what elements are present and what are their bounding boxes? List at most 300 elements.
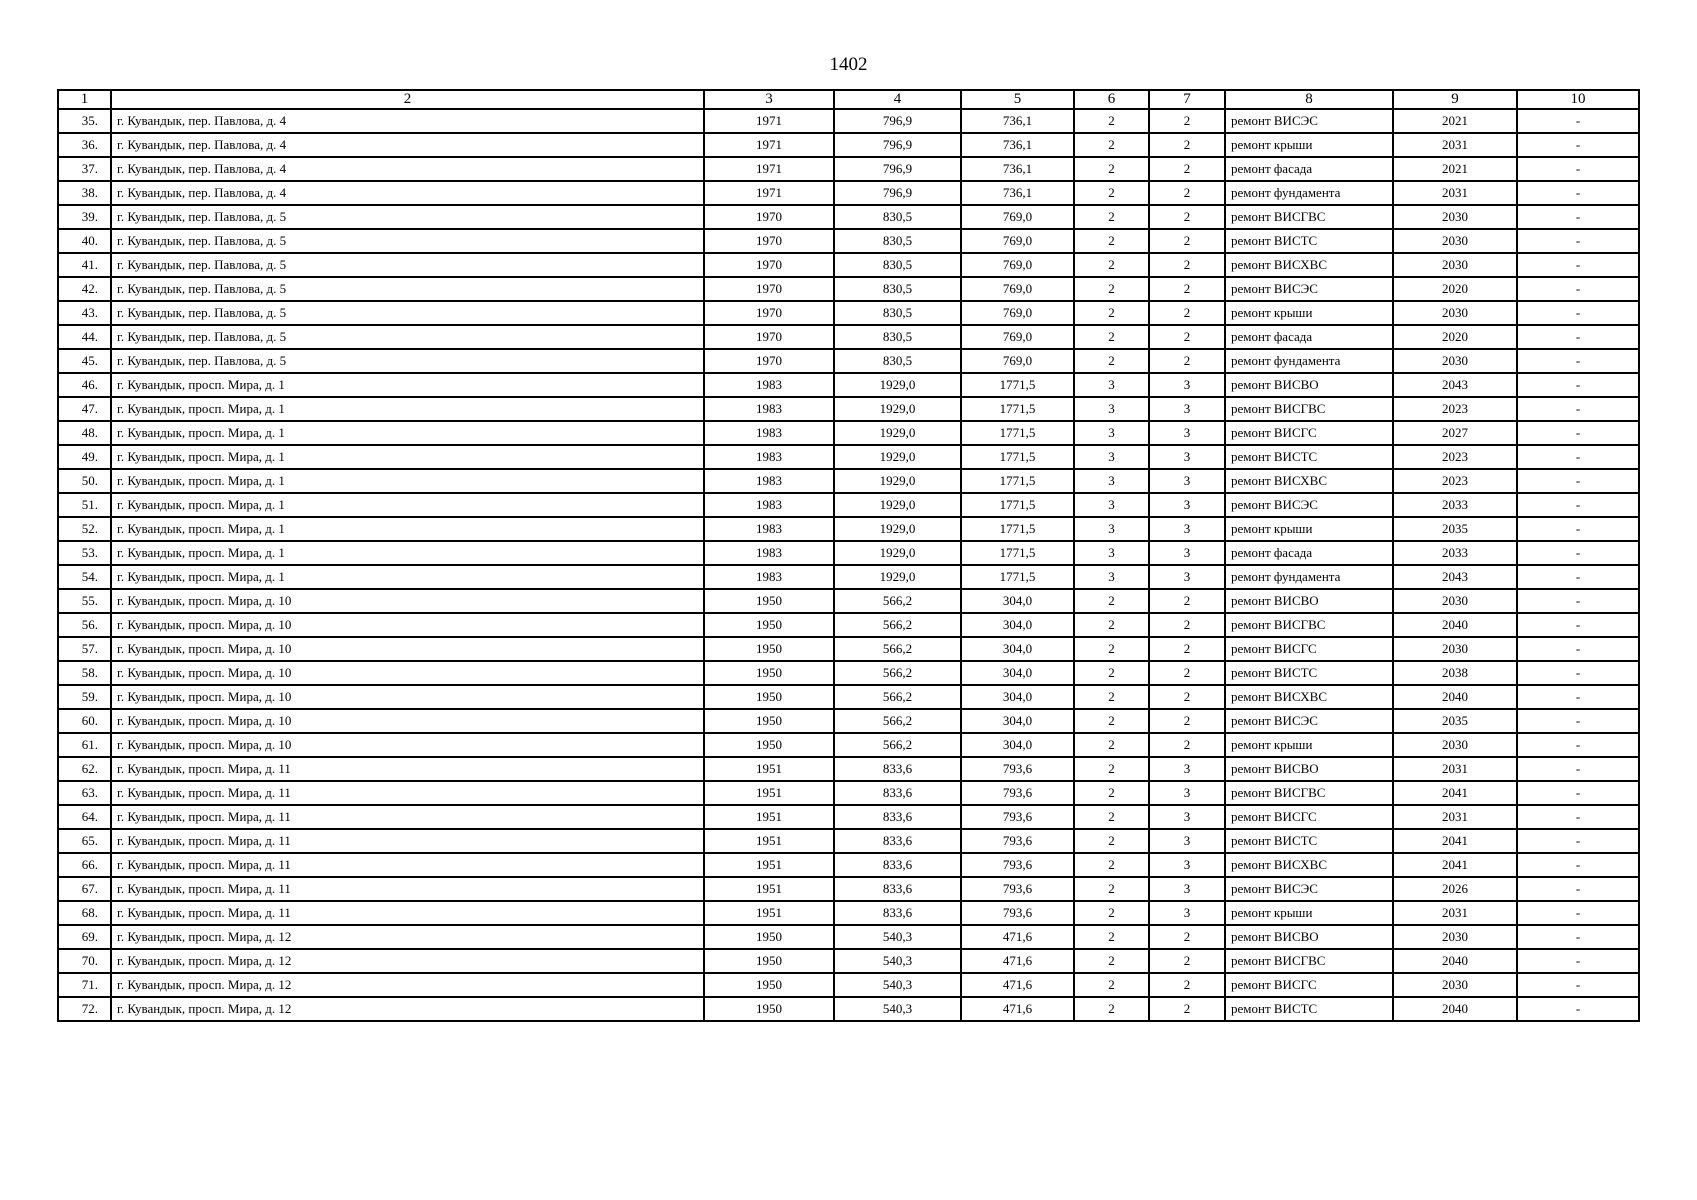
build-year-cell: 1950 <box>704 709 834 733</box>
table-row <box>58 325 1639 349</box>
address-cell: г. Кувандык, пер. Павлова, д. 4 <box>111 181 704 205</box>
repair-year-cell: 2035 <box>1393 517 1517 541</box>
total-area-cell: 566,2 <box>834 685 961 709</box>
entrances-cell: 2 <box>1149 733 1225 757</box>
repair-year-cell: 2043 <box>1393 373 1517 397</box>
column-header: 4 <box>834 90 961 109</box>
table-row <box>58 925 1639 949</box>
address-cell: г. Кувандык, просп. Мира, д. 11 <box>111 901 704 925</box>
floors-cell: 2 <box>1074 637 1149 661</box>
address-cell: г. Кувандык, пер. Павлова, д. 5 <box>111 325 704 349</box>
row-number: 36. <box>58 133 111 157</box>
row-number: 39. <box>58 205 111 229</box>
entrances-cell: 2 <box>1149 157 1225 181</box>
table-row <box>58 877 1639 901</box>
row-number: 48. <box>58 421 111 445</box>
repair-work-cell: ремонт фасада <box>1225 157 1393 181</box>
total-area-cell: 566,2 <box>834 733 961 757</box>
address-cell: г. Кувандык, просп. Мира, д. 1 <box>111 469 704 493</box>
row-number: 49. <box>58 445 111 469</box>
repair-work-cell: ремонт ВИСГС <box>1225 805 1393 829</box>
floors-cell: 2 <box>1074 853 1149 877</box>
floors-cell: 2 <box>1074 733 1149 757</box>
row-number: 55. <box>58 589 111 613</box>
repair-work-cell: ремонт фундамента <box>1225 349 1393 373</box>
address-cell: г. Кувандык, просп. Мира, д. 11 <box>111 757 704 781</box>
address-cell: г. Кувандык, просп. Мира, д. 12 <box>111 973 704 997</box>
note-cell: - <box>1517 421 1639 445</box>
address-cell: г. Кувандык, просп. Мира, д. 10 <box>111 733 704 757</box>
total-area-cell: 830,5 <box>834 253 961 277</box>
note-cell: - <box>1517 205 1639 229</box>
note-cell: - <box>1517 829 1639 853</box>
entrances-cell: 2 <box>1149 205 1225 229</box>
repair-work-cell: ремонт ВИСВО <box>1225 757 1393 781</box>
repair-work-cell: ремонт крыши <box>1225 301 1393 325</box>
floors-cell: 2 <box>1074 901 1149 925</box>
table-row <box>58 997 1639 1021</box>
address-cell: г. Кувандык, просп. Мира, д. 1 <box>111 541 704 565</box>
living-area-cell: 1771,5 <box>961 445 1074 469</box>
repair-work-cell: ремонт ВИСТС <box>1225 997 1393 1021</box>
row-number: 52. <box>58 517 111 541</box>
living-area-cell: 793,6 <box>961 829 1074 853</box>
repair-work-cell: ремонт фасада <box>1225 325 1393 349</box>
repair-work-cell: ремонт ВИСГС <box>1225 973 1393 997</box>
table-row <box>58 589 1639 613</box>
repair-year-cell: 2023 <box>1393 397 1517 421</box>
floors-cell: 2 <box>1074 181 1149 205</box>
entrances-cell: 2 <box>1149 685 1225 709</box>
repair-work-cell: ремонт ВИСВО <box>1225 925 1393 949</box>
living-area-cell: 793,6 <box>961 853 1074 877</box>
floors-cell: 3 <box>1074 541 1149 565</box>
total-area-cell: 796,9 <box>834 157 961 181</box>
floors-cell: 2 <box>1074 709 1149 733</box>
repair-year-cell: 2040 <box>1393 997 1517 1021</box>
floors-cell: 2 <box>1074 253 1149 277</box>
entrances-cell: 3 <box>1149 853 1225 877</box>
total-area-cell: 830,5 <box>834 325 961 349</box>
floors-cell: 3 <box>1074 517 1149 541</box>
total-area-cell: 1929,0 <box>834 493 961 517</box>
build-year-cell: 1983 <box>704 373 834 397</box>
build-year-cell: 1950 <box>704 925 834 949</box>
repair-year-cell: 2031 <box>1393 757 1517 781</box>
living-area-cell: 1771,5 <box>961 373 1074 397</box>
address-cell: г. Кувандык, пер. Павлова, д. 5 <box>111 301 704 325</box>
address-cell: г. Кувандык, пер. Павлова, д. 4 <box>111 109 704 133</box>
note-cell: - <box>1517 925 1639 949</box>
floors-cell: 2 <box>1074 973 1149 997</box>
build-year-cell: 1950 <box>704 973 834 997</box>
row-number: 67. <box>58 877 111 901</box>
living-area-cell: 471,6 <box>961 973 1074 997</box>
floors-cell: 2 <box>1074 997 1149 1021</box>
row-number: 37. <box>58 157 111 181</box>
living-area-cell: 769,0 <box>961 277 1074 301</box>
build-year-cell: 1950 <box>704 733 834 757</box>
address-cell: г. Кувандык, пер. Павлова, д. 5 <box>111 277 704 301</box>
note-cell: - <box>1517 733 1639 757</box>
column-header: 2 <box>111 90 704 109</box>
repair-work-cell: ремонт ВИСХВС <box>1225 469 1393 493</box>
note-cell: - <box>1517 805 1639 829</box>
row-number: 60. <box>58 709 111 733</box>
address-cell: г. Кувандык, пер. Павлова, д. 4 <box>111 133 704 157</box>
row-number: 69. <box>58 925 111 949</box>
repair-year-cell: 2021 <box>1393 157 1517 181</box>
floors-cell: 2 <box>1074 325 1149 349</box>
repair-year-cell: 2033 <box>1393 541 1517 565</box>
address-cell: г. Кувандык, просп. Мира, д. 12 <box>111 997 704 1021</box>
repair-year-cell: 2031 <box>1393 901 1517 925</box>
build-year-cell: 1983 <box>704 421 834 445</box>
row-number: 41. <box>58 253 111 277</box>
address-cell: г. Кувандык, просп. Мира, д. 11 <box>111 877 704 901</box>
entrances-cell: 2 <box>1149 709 1225 733</box>
repair-work-cell: ремонт ВИСВО <box>1225 589 1393 613</box>
floors-cell: 2 <box>1074 877 1149 901</box>
row-number: 46. <box>58 373 111 397</box>
entrances-cell: 2 <box>1149 925 1225 949</box>
entrances-cell: 3 <box>1149 781 1225 805</box>
repair-year-cell: 2041 <box>1393 829 1517 853</box>
row-number: 35. <box>58 109 111 133</box>
address-cell: г. Кувандык, просп. Мира, д. 10 <box>111 709 704 733</box>
total-area-cell: 833,6 <box>834 877 961 901</box>
living-area-cell: 793,6 <box>961 877 1074 901</box>
repair-year-cell: 2021 <box>1393 109 1517 133</box>
note-cell: - <box>1517 373 1639 397</box>
entrances-cell: 2 <box>1149 109 1225 133</box>
row-number: 56. <box>58 613 111 637</box>
entrances-cell: 2 <box>1149 181 1225 205</box>
build-year-cell: 1951 <box>704 757 834 781</box>
row-number: 71. <box>58 973 111 997</box>
total-area-cell: 1929,0 <box>834 421 961 445</box>
note-cell: - <box>1517 109 1639 133</box>
build-year-cell: 1950 <box>704 613 834 637</box>
total-area-cell: 1929,0 <box>834 469 961 493</box>
entrances-cell: 3 <box>1149 373 1225 397</box>
address-cell: г. Кувандык, просп. Мира, д. 10 <box>111 589 704 613</box>
entrances-cell: 2 <box>1149 349 1225 373</box>
total-area-cell: 566,2 <box>834 589 961 613</box>
floors-cell: 2 <box>1074 157 1149 181</box>
total-area-cell: 830,5 <box>834 277 961 301</box>
row-number: 59. <box>58 685 111 709</box>
table-row <box>58 949 1639 973</box>
table-row <box>58 829 1639 853</box>
living-area-cell: 769,0 <box>961 229 1074 253</box>
repair-work-cell: ремонт ВИСТС <box>1225 829 1393 853</box>
table-row <box>58 709 1639 733</box>
living-area-cell: 1771,5 <box>961 517 1074 541</box>
living-area-cell: 1771,5 <box>961 469 1074 493</box>
repair-work-cell: ремонт ВИСЭС <box>1225 877 1393 901</box>
build-year-cell: 1970 <box>704 277 834 301</box>
table-row <box>58 421 1639 445</box>
floors-cell: 2 <box>1074 229 1149 253</box>
row-number: 53. <box>58 541 111 565</box>
repair-work-cell: ремонт ВИСХВС <box>1225 853 1393 877</box>
row-number: 50. <box>58 469 111 493</box>
row-number: 70. <box>58 949 111 973</box>
note-cell: - <box>1517 445 1639 469</box>
build-year-cell: 1983 <box>704 517 834 541</box>
floors-cell: 3 <box>1074 397 1149 421</box>
floors-cell: 2 <box>1074 277 1149 301</box>
column-header: 1 <box>58 90 111 109</box>
note-cell: - <box>1517 133 1639 157</box>
total-area-cell: 833,6 <box>834 757 961 781</box>
entrances-cell: 3 <box>1149 445 1225 469</box>
repair-year-cell: 2027 <box>1393 421 1517 445</box>
note-cell: - <box>1517 349 1639 373</box>
floors-cell: 2 <box>1074 301 1149 325</box>
living-area-cell: 769,0 <box>961 325 1074 349</box>
repair-year-cell: 2030 <box>1393 229 1517 253</box>
total-area-cell: 833,6 <box>834 901 961 925</box>
living-area-cell: 471,6 <box>961 925 1074 949</box>
living-area-cell: 793,6 <box>961 805 1074 829</box>
repair-work-cell: ремонт ВИСТС <box>1225 445 1393 469</box>
build-year-cell: 1983 <box>704 469 834 493</box>
living-area-cell: 793,6 <box>961 901 1074 925</box>
floors-cell: 2 <box>1074 109 1149 133</box>
entrances-cell: 3 <box>1149 877 1225 901</box>
repair-year-cell: 2031 <box>1393 181 1517 205</box>
note-cell: - <box>1517 781 1639 805</box>
repair-work-cell: ремонт крыши <box>1225 733 1393 757</box>
row-number: 45. <box>58 349 111 373</box>
build-year-cell: 1951 <box>704 853 834 877</box>
repair-year-cell: 2023 <box>1393 445 1517 469</box>
living-area-cell: 736,1 <box>961 181 1074 205</box>
table-row <box>58 613 1639 637</box>
build-year-cell: 1951 <box>704 877 834 901</box>
building-repair-table <box>57 89 1640 1022</box>
living-area-cell: 304,0 <box>961 589 1074 613</box>
total-area-cell: 540,3 <box>834 973 961 997</box>
living-area-cell: 304,0 <box>961 661 1074 685</box>
address-cell: г. Кувандык, просп. Мира, д. 1 <box>111 493 704 517</box>
note-cell: - <box>1517 277 1639 301</box>
row-number: 47. <box>58 397 111 421</box>
note-cell: - <box>1517 877 1639 901</box>
floors-cell: 3 <box>1074 469 1149 493</box>
repair-year-cell: 2038 <box>1393 661 1517 685</box>
entrances-cell: 3 <box>1149 397 1225 421</box>
repair-work-cell: ремонт ВИСЭС <box>1225 109 1393 133</box>
floors-cell: 3 <box>1074 565 1149 589</box>
table-row <box>58 109 1639 133</box>
address-cell: г. Кувандык, просп. Мира, д. 10 <box>111 637 704 661</box>
row-number: 66. <box>58 853 111 877</box>
floors-cell: 2 <box>1074 685 1149 709</box>
repair-work-cell: ремонт ВИСЭС <box>1225 493 1393 517</box>
repair-year-cell: 2030 <box>1393 637 1517 661</box>
repair-year-cell: 2026 <box>1393 877 1517 901</box>
note-cell: - <box>1517 637 1639 661</box>
total-area-cell: 830,5 <box>834 301 961 325</box>
total-area-cell: 540,3 <box>834 949 961 973</box>
repair-work-cell: ремонт ВИСГВС <box>1225 205 1393 229</box>
row-number: 63. <box>58 781 111 805</box>
entrances-cell: 2 <box>1149 229 1225 253</box>
repair-work-cell: ремонт ВИСВО <box>1225 373 1393 397</box>
table-row <box>58 805 1639 829</box>
repair-year-cell: 2020 <box>1393 277 1517 301</box>
build-year-cell: 1951 <box>704 829 834 853</box>
floors-cell: 3 <box>1074 445 1149 469</box>
build-year-cell: 1951 <box>704 805 834 829</box>
build-year-cell: 1983 <box>704 541 834 565</box>
note-cell: - <box>1517 229 1639 253</box>
note-cell: - <box>1517 397 1639 421</box>
repair-year-cell: 2041 <box>1393 781 1517 805</box>
address-cell: г. Кувандык, просп. Мира, д. 1 <box>111 373 704 397</box>
table-row <box>58 253 1639 277</box>
total-area-cell: 830,5 <box>834 229 961 253</box>
living-area-cell: 793,6 <box>961 781 1074 805</box>
row-number: 61. <box>58 733 111 757</box>
living-area-cell: 1771,5 <box>961 541 1074 565</box>
entrances-cell: 2 <box>1149 589 1225 613</box>
repair-year-cell: 2040 <box>1393 949 1517 973</box>
entrances-cell: 3 <box>1149 829 1225 853</box>
table-row <box>58 757 1639 781</box>
note-cell: - <box>1517 517 1639 541</box>
build-year-cell: 1983 <box>704 445 834 469</box>
repair-year-cell: 2030 <box>1393 349 1517 373</box>
floors-cell: 2 <box>1074 949 1149 973</box>
total-area-cell: 566,2 <box>834 661 961 685</box>
total-area-cell: 1929,0 <box>834 517 961 541</box>
repair-year-cell: 2030 <box>1393 205 1517 229</box>
living-area-cell: 769,0 <box>961 205 1074 229</box>
living-area-cell: 769,0 <box>961 349 1074 373</box>
total-area-cell: 1929,0 <box>834 565 961 589</box>
row-number: 54. <box>58 565 111 589</box>
floors-cell: 2 <box>1074 925 1149 949</box>
floors-cell: 3 <box>1074 373 1149 397</box>
table-body <box>58 109 1639 1021</box>
build-year-cell: 1970 <box>704 205 834 229</box>
repair-work-cell: ремонт фундамента <box>1225 181 1393 205</box>
row-number: 68. <box>58 901 111 925</box>
floors-cell: 2 <box>1074 613 1149 637</box>
floors-cell: 2 <box>1074 661 1149 685</box>
build-year-cell: 1951 <box>704 781 834 805</box>
table-row <box>58 133 1639 157</box>
column-header: 8 <box>1225 90 1393 109</box>
table-row <box>58 733 1639 757</box>
build-year-cell: 1951 <box>704 901 834 925</box>
build-year-cell: 1950 <box>704 685 834 709</box>
repair-year-cell: 2030 <box>1393 973 1517 997</box>
column-header: 6 <box>1074 90 1149 109</box>
entrances-cell: 3 <box>1149 565 1225 589</box>
build-year-cell: 1971 <box>704 109 834 133</box>
address-cell: г. Кувандык, просп. Мира, д. 1 <box>111 565 704 589</box>
floors-cell: 2 <box>1074 829 1149 853</box>
total-area-cell: 566,2 <box>834 709 961 733</box>
row-number: 44. <box>58 325 111 349</box>
build-year-cell: 1983 <box>704 565 834 589</box>
repair-year-cell: 2031 <box>1393 133 1517 157</box>
note-cell: - <box>1517 685 1639 709</box>
floors-cell: 2 <box>1074 805 1149 829</box>
repair-work-cell: ремонт крыши <box>1225 517 1393 541</box>
address-cell: г. Кувандык, просп. Мира, д. 10 <box>111 613 704 637</box>
address-cell: г. Кувандык, пер. Павлова, д. 4 <box>111 157 704 181</box>
living-area-cell: 304,0 <box>961 613 1074 637</box>
table-row <box>58 517 1639 541</box>
entrances-cell: 3 <box>1149 469 1225 493</box>
repair-year-cell: 2033 <box>1393 493 1517 517</box>
row-number: 58. <box>58 661 111 685</box>
note-cell: - <box>1517 997 1639 1021</box>
repair-year-cell: 2041 <box>1393 853 1517 877</box>
entrances-cell: 2 <box>1149 133 1225 157</box>
build-year-cell: 1971 <box>704 181 834 205</box>
column-header: 10 <box>1517 90 1639 109</box>
table-row <box>58 565 1639 589</box>
note-cell: - <box>1517 973 1639 997</box>
entrances-cell: 2 <box>1149 997 1225 1021</box>
floors-cell: 3 <box>1074 421 1149 445</box>
column-header: 7 <box>1149 90 1225 109</box>
repair-work-cell: ремонт крыши <box>1225 901 1393 925</box>
total-area-cell: 833,6 <box>834 781 961 805</box>
table-row <box>58 901 1639 925</box>
table-row <box>58 301 1639 325</box>
floors-cell: 2 <box>1074 589 1149 613</box>
note-cell: - <box>1517 949 1639 973</box>
floors-cell: 2 <box>1074 205 1149 229</box>
note-cell: - <box>1517 853 1639 877</box>
row-number: 38. <box>58 181 111 205</box>
address-cell: г. Кувандык, просп. Мира, д. 10 <box>111 685 704 709</box>
row-number: 51. <box>58 493 111 517</box>
repair-year-cell: 2040 <box>1393 613 1517 637</box>
note-cell: - <box>1517 565 1639 589</box>
address-cell: г. Кувандык, пер. Павлова, д. 5 <box>111 229 704 253</box>
build-year-cell: 1970 <box>704 349 834 373</box>
entrances-cell: 2 <box>1149 613 1225 637</box>
entrances-cell: 3 <box>1149 517 1225 541</box>
address-cell: г. Кувандык, пер. Павлова, д. 5 <box>111 349 704 373</box>
build-year-cell: 1971 <box>704 157 834 181</box>
entrances-cell: 3 <box>1149 757 1225 781</box>
header-row <box>58 90 1639 109</box>
table-row <box>58 661 1639 685</box>
column-header: 9 <box>1393 90 1517 109</box>
build-year-cell: 1950 <box>704 637 834 661</box>
build-year-cell: 1950 <box>704 589 834 613</box>
total-area-cell: 830,5 <box>834 349 961 373</box>
note-cell: - <box>1517 757 1639 781</box>
entrances-cell: 3 <box>1149 541 1225 565</box>
total-area-cell: 1929,0 <box>834 541 961 565</box>
table-row <box>58 781 1639 805</box>
table-row <box>58 685 1639 709</box>
note-cell: - <box>1517 901 1639 925</box>
table-row <box>58 469 1639 493</box>
row-number: 72. <box>58 997 111 1021</box>
